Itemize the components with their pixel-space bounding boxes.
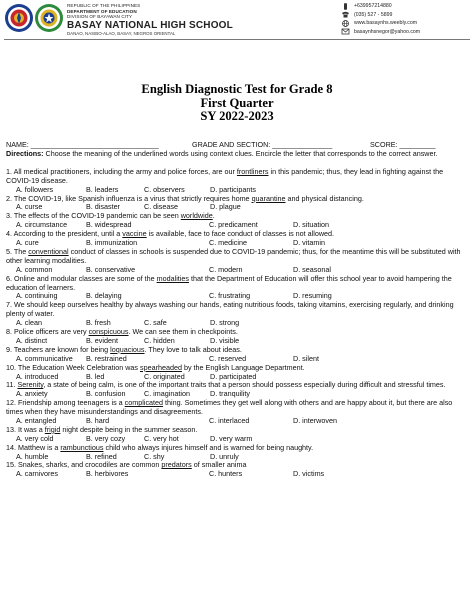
answer-option[interactable]: A. introduced [16, 371, 59, 381]
question-item [6, 399, 468, 426]
answer-option[interactable]: D. resuming [293, 291, 332, 301]
underlined-word: loquacious [110, 344, 145, 354]
question-text: 12. Friendship among teenagers is a [6, 398, 125, 408]
question-text-continued: . [212, 211, 215, 221]
answer-option[interactable]: D. plague [210, 202, 241, 212]
question-text-continued: of smaller anima [191, 460, 247, 470]
answer-options [6, 292, 468, 301]
test-title: English Diagnostic Test for Grade 8 [141, 82, 333, 96]
name-field[interactable]: NAME: ________________________________ [6, 140, 159, 149]
contact-mobile-text: +639957214880 [354, 3, 392, 10]
deped-seal-icon [4, 3, 34, 33]
answer-option[interactable]: C. reserved [209, 353, 247, 363]
web-icon [341, 20, 350, 27]
school-name: BASAY NATIONAL HIGH SCHOOL [67, 19, 233, 31]
question-text-continued: child who always injures himself and is warned for being naughty. [103, 442, 314, 452]
answer-option[interactable]: A. carnivores [16, 469, 58, 479]
answer-option[interactable]: D. victims [293, 469, 325, 479]
question-item [6, 444, 468, 462]
underlined-word: worldwide [180, 211, 213, 221]
contact-phone-text: (035) 527 - 5899 [354, 11, 393, 18]
question-stem [6, 248, 468, 266]
answer-options [6, 239, 468, 248]
answer-option[interactable]: B. conservative [86, 264, 136, 274]
underlined-word: complicated [124, 398, 164, 408]
answer-option[interactable]: B. very cozy [86, 433, 126, 443]
phone-icon [341, 11, 350, 18]
answer-option[interactable]: A. curse [16, 202, 43, 212]
answer-option[interactable]: B. led [86, 371, 105, 381]
answer-option[interactable]: C. observers [144, 184, 185, 194]
answer-option[interactable]: B. delaying [86, 291, 122, 301]
answer-option[interactable]: D. visible [210, 335, 240, 345]
answer-option[interactable]: B. restrained [86, 353, 127, 363]
answer-option[interactable]: A. followers [16, 184, 54, 194]
answer-options [6, 435, 468, 444]
question-item [6, 328, 468, 346]
answer-options [6, 221, 468, 230]
answer-option[interactable]: C. disease [144, 202, 178, 212]
question-text: 14. Matthew is a [6, 442, 61, 452]
answer-options [6, 373, 468, 382]
answer-options [6, 319, 468, 328]
contact-phone [341, 11, 471, 20]
answer-options [6, 470, 468, 479]
answer-option[interactable]: D. silent [293, 353, 319, 363]
question-item [6, 230, 468, 248]
underlined-word: predators [161, 460, 192, 470]
directions [6, 150, 468, 159]
question-text: 13. It was a [6, 424, 45, 434]
grade-section-field[interactable]: GRADE AND SECTION: _______________ [192, 140, 333, 149]
question-text: 15. Snakes, sharks, and crocodiles are common [6, 460, 162, 470]
letterhead [0, 0, 474, 52]
student-info-row [6, 141, 468, 150]
underlined-word: frontliners [236, 166, 269, 176]
question-text-continued: . We can see them in checkpoints. [128, 327, 238, 336]
school-info [67, 3, 267, 36]
mobile-icon [341, 3, 350, 10]
answer-option[interactable]: C. hidden [144, 335, 175, 345]
answer-option[interactable]: A. distinct [16, 335, 48, 345]
question-item [6, 426, 468, 444]
answer-option[interactable]: C. modern [209, 264, 243, 274]
question-item [6, 461, 468, 479]
answer-option[interactable]: C. medicine [209, 238, 247, 247]
answer-option[interactable]: C. imagination [144, 389, 190, 399]
question-item [6, 195, 468, 213]
answer-option[interactable]: B. widespread [86, 220, 132, 230]
answer-option[interactable]: C. frustrating [209, 291, 251, 301]
score-field[interactable]: SCORE: _________ [370, 140, 436, 149]
answer-option[interactable]: D. very warm [210, 433, 253, 443]
question-text: 3. The effects of the COVID-19 pandemic can be seen [6, 211, 181, 221]
answer-option[interactable]: B. immunization [86, 238, 138, 247]
underlined-word: conspicuous [88, 327, 129, 336]
question-item [6, 275, 468, 302]
question-text-continued: . They love to talk about ideas. [144, 344, 242, 354]
answer-option[interactable]: D. situation [293, 220, 329, 230]
answer-option[interactable]: A. cure [16, 238, 39, 247]
answer-option[interactable]: D. vitamin [293, 238, 325, 247]
answer-options [6, 203, 468, 212]
question-text: 9. Teachers are known for being [6, 344, 111, 354]
answer-option[interactable]: C. originated [144, 371, 185, 381]
answer-option[interactable]: C. predicament [209, 220, 258, 230]
question-stem [6, 301, 468, 319]
question-text: 10. The Education Week Celebration was [6, 362, 140, 372]
underlined-word: modalities [156, 273, 189, 283]
question-text-continued: night despite being in the summer season. [60, 424, 198, 434]
question-text-continued: and physical distancing. [285, 193, 364, 203]
answer-option[interactable]: A. continuing [16, 291, 58, 301]
contact-web-text: www.basaynhs.weebly.com [354, 20, 418, 27]
answer-option[interactable]: D. interwoven [293, 416, 337, 425]
school-year-title: SY 2022-2023 [200, 109, 274, 123]
question-list [6, 168, 468, 479]
question-text-continued: conduct of classes in schools is suspended due to COVID-19 pandemic; thus, for the meantime this will be substituted with other learning modalities. [6, 246, 461, 265]
underlined-word: conventional [28, 246, 69, 256]
contact-mail [341, 28, 471, 37]
answer-option[interactable]: B. confusion [86, 389, 126, 399]
answer-option[interactable]: A. very cold [16, 433, 54, 443]
underlined-word: frigid [44, 424, 61, 434]
answer-option[interactable]: D. tranquility [210, 389, 250, 399]
answer-options [6, 417, 468, 426]
underlined-word: Serenity [17, 380, 44, 390]
contact-info [341, 2, 471, 36]
question-item [6, 346, 468, 364]
answer-option[interactable]: B. refined [86, 451, 117, 461]
question-text: 7. We should keep ourselves healthy by always washing our hands, eating nutritious foods, taking vitamins, exercising regularly, and drinking plenty of water. [6, 300, 454, 319]
republic-label: REPUBLIC OF THE PHILIPPINES [67, 3, 141, 8]
test-body [6, 141, 468, 479]
question-stem [6, 399, 468, 417]
question-text: 8. Police officers are very [6, 327, 89, 336]
answer-option[interactable]: D. participants [210, 184, 256, 194]
directions-text: Choose the meaning of the underlined words using context clues. Encircle the letter that corresponds to the correct answer. [43, 149, 438, 158]
question-text-continued: , a state of being calm, is one of the important traits that a person should possess especially during difficult and stressful times. [43, 380, 446, 390]
quarter-title: First Quarter [200, 96, 274, 110]
question-text: 2. The COVID-19, like Spanish influenza is a virus that strictly requires home [6, 193, 252, 203]
contact-mobile [341, 2, 471, 11]
question-text-continued: thing. Sometimes they get well along with others and are happy about it, but there are also times when they have misunderstandings and disagreements. [6, 398, 453, 417]
answer-option[interactable]: A. circumstance [16, 220, 68, 230]
question-text: 6. Online and modular classes are some of the [6, 273, 157, 283]
contact-web [341, 19, 471, 28]
answer-option[interactable]: C. safe [144, 318, 167, 328]
answer-options [6, 337, 468, 346]
question-item [6, 212, 468, 230]
answer-option[interactable]: B. disaster [86, 202, 120, 212]
underlined-word: quarantine [251, 193, 286, 203]
answer-option[interactable]: D. seasonal [293, 264, 331, 274]
question-text-continued: is available, face to face conduct of classes is not allowed. [146, 229, 335, 239]
answer-option[interactable]: A. common [16, 264, 53, 274]
question-item [6, 381, 468, 399]
school-seal-icon [34, 3, 64, 33]
answer-option[interactable]: B. evident [86, 335, 118, 345]
letterhead-divider [4, 39, 470, 40]
answer-options [6, 186, 468, 195]
directions-label: Directions: [6, 149, 44, 158]
answer-options [6, 390, 468, 399]
answer-option[interactable]: B. fresh [86, 318, 111, 328]
question-item [6, 248, 468, 275]
underlined-word: rambunctious [60, 442, 104, 452]
question-item [6, 364, 468, 382]
answer-option[interactable]: D. strong [210, 318, 240, 328]
answer-option[interactable]: D. unruly [210, 451, 239, 461]
answer-option[interactable]: A. communicative [16, 353, 73, 363]
answer-option[interactable]: B. leaders [86, 184, 119, 194]
underlined-word: vaccine [122, 229, 147, 239]
contact-mail-text: basaynhsnegor@yahoo.com [354, 28, 421, 35]
answer-option[interactable]: D. participated [210, 371, 257, 381]
school-address: DANAO, NASIBO-ALAO, BASAY, NEGROS ORIENTAL [67, 30, 176, 36]
answer-options [6, 453, 468, 462]
answer-option[interactable]: C. hunters [209, 469, 243, 479]
department-label: DEPARTMENT OF EDUCATION [67, 8, 137, 14]
mail-icon [341, 28, 350, 35]
question-text-continued: by the English Language Department. [181, 362, 305, 372]
answer-option[interactable]: B. hard [86, 416, 110, 425]
division-label: DIVISION OF BAYAWAN CITY [67, 14, 133, 20]
answer-option[interactable]: A. anxiety [16, 389, 48, 399]
underlined-word: spearheaded [139, 362, 182, 372]
question-text-continued: that the Department of Education will offer this school year to avoid hampering the education of learners. [6, 273, 452, 292]
question-text-continued: in this pandemic; thus, they lead in fighting against the COVID-19 disease. [6, 166, 444, 185]
answer-option[interactable]: B. herbivores [86, 469, 129, 479]
question-text: 1. All medical practitioners, including the army and police forces, are our [6, 166, 237, 176]
question-item [6, 301, 468, 328]
answer-option[interactable]: A. clean [16, 318, 42, 328]
answer-option[interactable]: C. interlaced [209, 416, 250, 425]
answer-options [6, 266, 468, 275]
question-stem [6, 168, 468, 186]
answer-option[interactable]: A. humble [16, 451, 49, 461]
answer-option[interactable]: C. very hot [144, 433, 179, 443]
question-stem [6, 275, 468, 293]
answer-options [6, 355, 468, 364]
question-text: 5. The [6, 246, 29, 256]
question-item [6, 168, 468, 195]
answer-option[interactable]: C. shy [144, 451, 165, 461]
answer-option[interactable]: A. entangled [16, 416, 57, 425]
question-text: 11. [6, 380, 18, 390]
question-text: 4. According to the president, until a [6, 229, 123, 239]
